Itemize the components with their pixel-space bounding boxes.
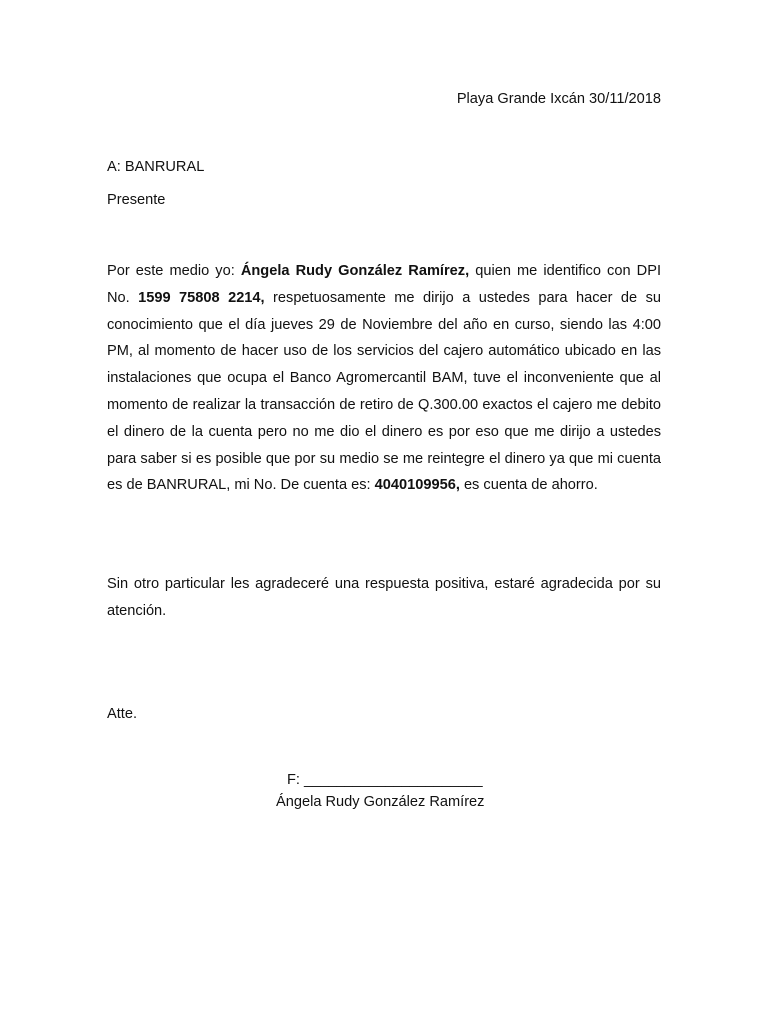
sign-off: Atte.	[107, 706, 138, 722]
signature-line: F: ______________________	[287, 772, 483, 788]
account-number: 4040109956,	[374, 477, 460, 494]
sender-name: Ángela Rudy González Ramírez,	[240, 263, 470, 279]
recipient: A: BANRURAL	[107, 159, 205, 175]
body-after-account: es cuenta de ahorro.	[459, 477, 598, 494]
closing-paragraph: Sin otro particular les agradeceré una respuesta positiva, estaré agradecida por su atención.	[107, 576, 661, 619]
greeting: Presente	[107, 192, 166, 208]
body-paragraph	[107, 258, 661, 499]
signature-name: Ángela Rudy González Ramírez	[276, 794, 485, 810]
dpi-number: 1599 75808 2214,	[138, 289, 265, 306]
body-after-name: quien me identifico con DPI No.	[107, 263, 661, 306]
place-date: Playa Grande Ixcán 30/11/2018	[456, 91, 661, 107]
body-intro: Por este medio yo:	[107, 263, 241, 279]
body-after-dpi: respetuosamente me dirijo a ustedes para hacer de su conocimiento que el día jueves 29 de Noviembre del año en curso, siendo las 4:00 PM, al momento de hacer uso de los servicios del cajero automático ubicado en las instalaciones que ocupa el Banco Agromercantil BAM, tuve el inconveniente que al momento de realizar la transacción de retiro de Q.300.00 exactos el cajero me debito el dinero de la cuenta pero no me dio el dinero es por eso que me dirijo a ustedes para saber si es posible que por su medio se me reintegre el dinero ya que mi cuenta es de BANRURAL, mi No. De cuenta es:	[107, 289, 661, 494]
